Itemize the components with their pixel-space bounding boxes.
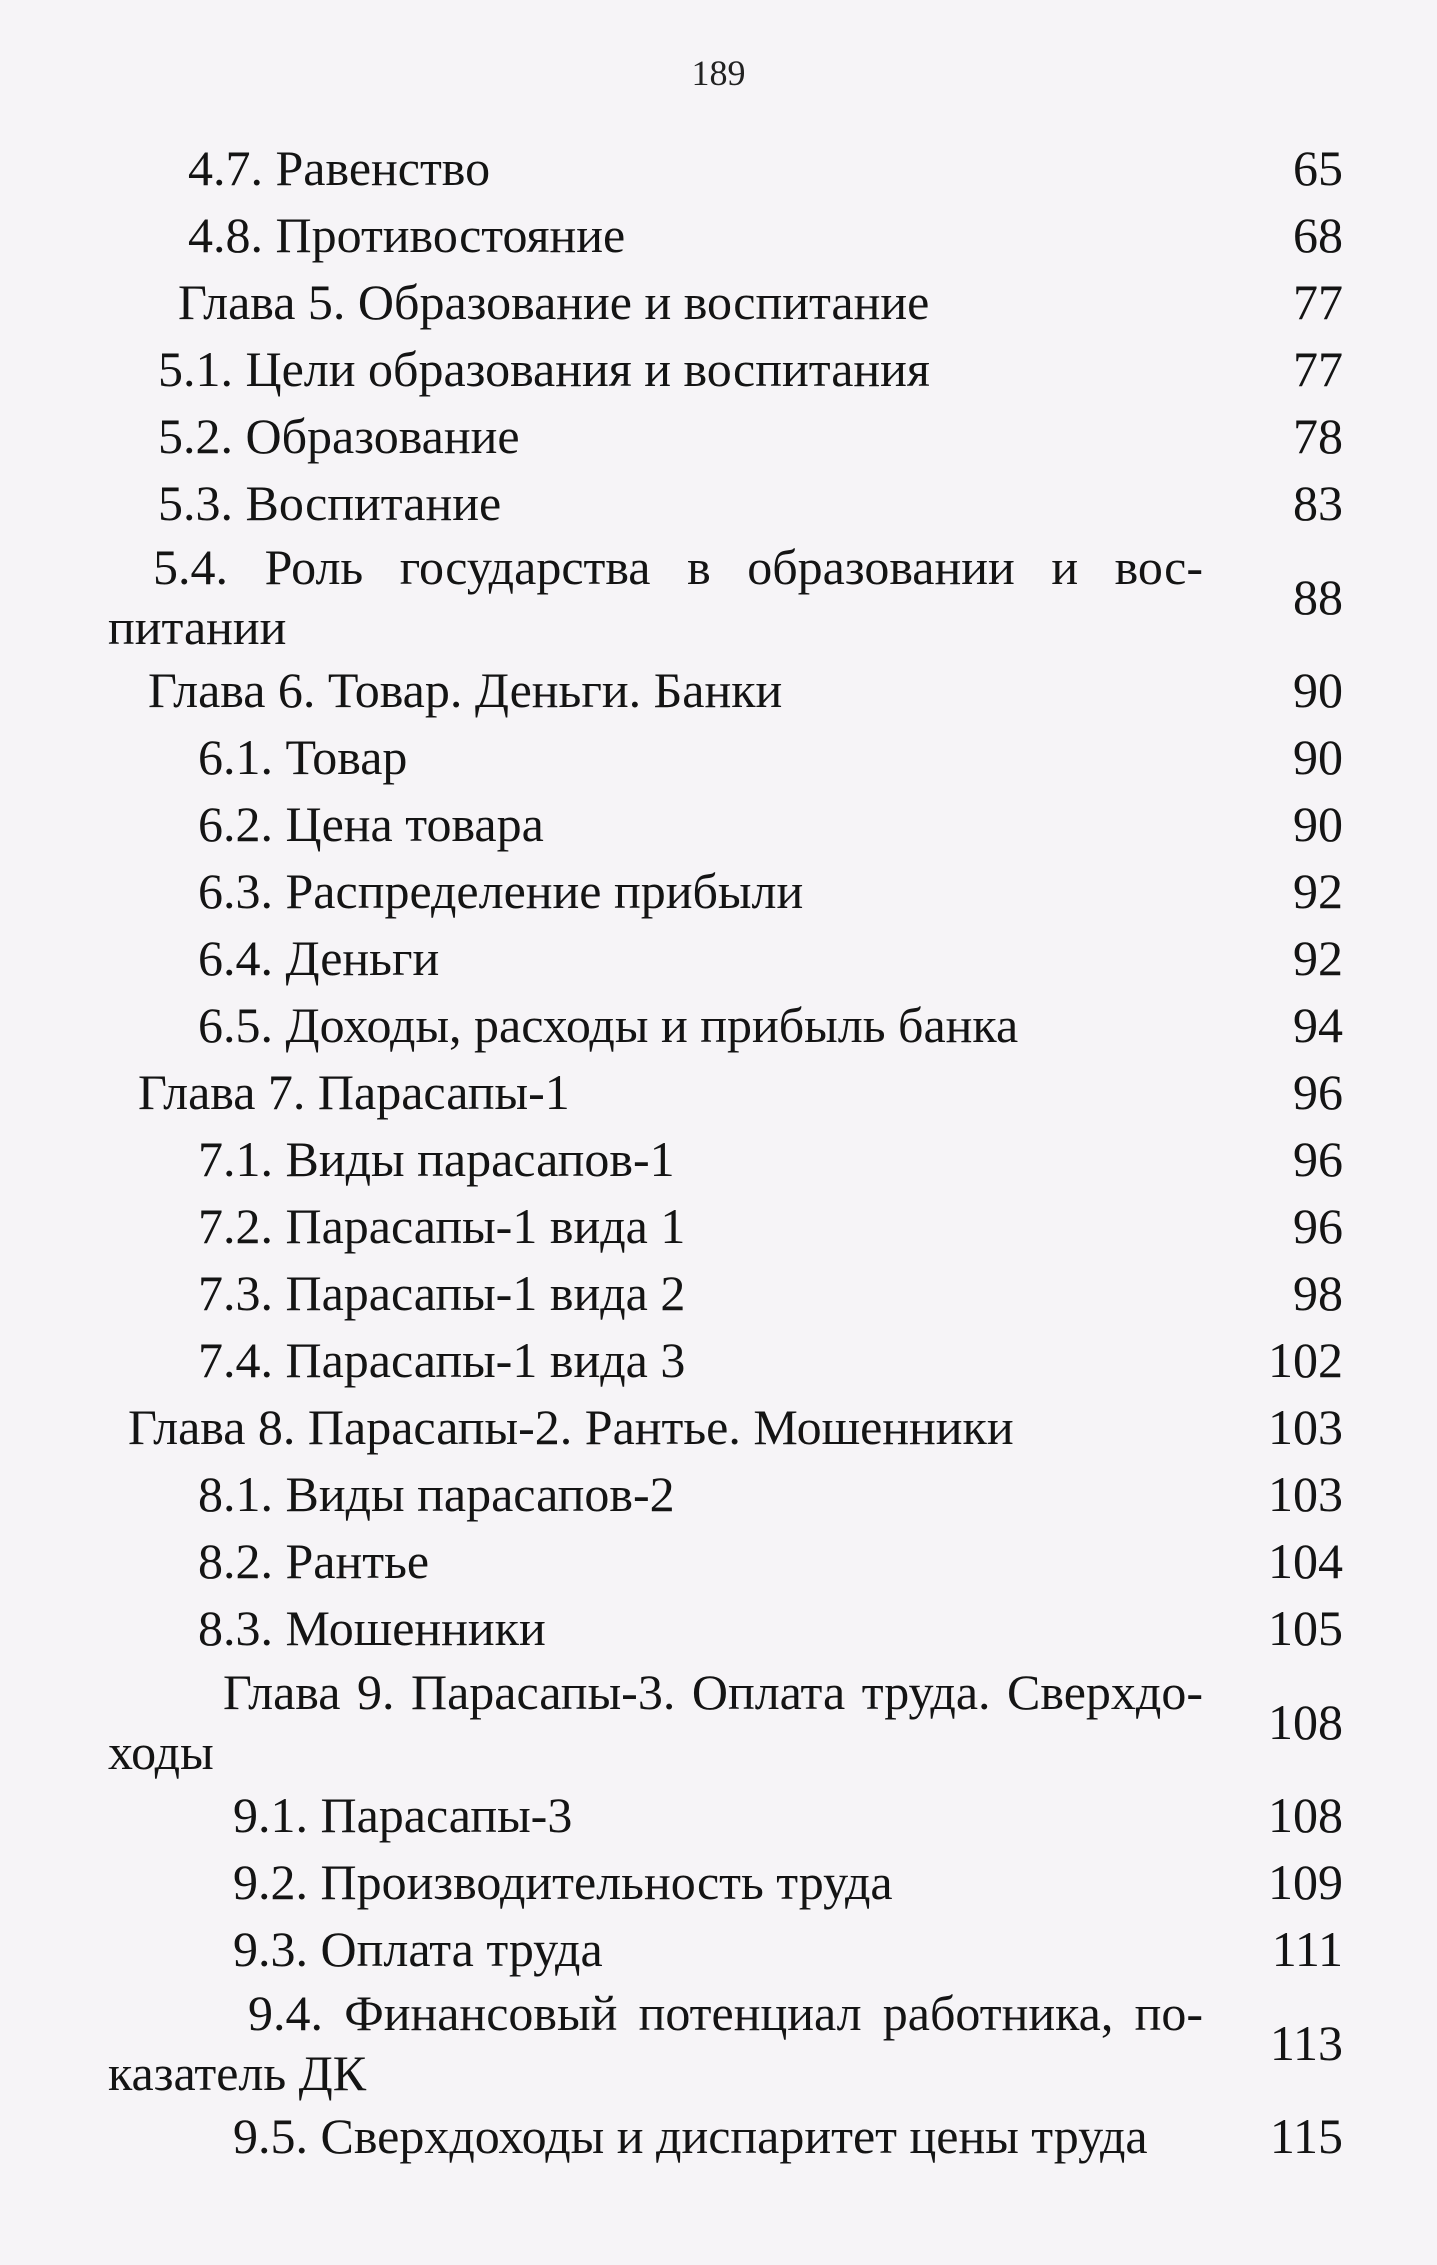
toc-entry-page: 77 <box>1293 274 1343 330</box>
toc-entry-page: 90 <box>1293 729 1343 785</box>
toc-entry-page: 92 <box>1293 863 1343 919</box>
toc-entry <box>108 537 1343 657</box>
toc-entry-page: 92 <box>1293 930 1343 986</box>
toc-entry-page: 104 <box>1268 1533 1343 1589</box>
toc-entry-page: 113 <box>1269 2015 1343 2071</box>
toc-entry-page: 96 <box>1293 1198 1343 1254</box>
toc-entry-title: Глава 9. Парасапы-3. Оплата труда. Сверхдо-ходы <box>108 1664 1203 1780</box>
toc-entry-page: 115 <box>1269 2108 1343 2164</box>
toc-entry-page: 90 <box>1293 662 1343 718</box>
toc-entry-title: 9.2. Производительность труда <box>233 1854 893 1910</box>
toc-entry <box>108 135 1343 202</box>
toc-entry <box>108 1059 1343 1126</box>
page-number: 189 <box>691 53 746 93</box>
table-of-contents <box>108 135 1343 2170</box>
toc-entry <box>108 1849 1343 1916</box>
toc-entry-title: 7.1. Виды парасапов-1 <box>198 1131 675 1187</box>
toc-entry-page: 77 <box>1293 341 1343 397</box>
toc-entry-page: 103 <box>1268 1466 1343 1522</box>
toc-entry <box>108 202 1343 269</box>
toc-entry-page: 88 <box>1293 569 1343 625</box>
toc-entry-title: Глава 7. Парасапы-1 <box>138 1064 570 1120</box>
toc-entry-page: 94 <box>1293 997 1343 1053</box>
toc-entry-title: 6.2. Цена товара <box>198 796 544 852</box>
toc-entry-page: 96 <box>1293 1064 1343 1120</box>
toc-entry <box>108 2103 1343 2170</box>
toc-entry-page: 108 <box>1268 1787 1343 1843</box>
toc-entry-title: 5.1. Цели образования и воспитания <box>158 341 930 397</box>
toc-entry <box>108 791 1343 858</box>
toc-entry-page: 109 <box>1268 1854 1343 1910</box>
toc-entry-page: 96 <box>1293 1131 1343 1187</box>
toc-entry-title: 4.7. Равенство <box>188 140 491 196</box>
toc-entry-title: 5.3. Воспитание <box>158 475 502 531</box>
toc-entry-title: 7.4. Парасапы-1 вида 3 <box>198 1332 686 1388</box>
toc-entry <box>108 858 1343 925</box>
toc-entry-title: 5.4. Роль государства в образовании и вос-питании <box>108 539 1203 655</box>
toc-entry <box>108 1461 1343 1528</box>
toc-entry <box>108 1916 1343 1983</box>
toc-entry <box>108 1983 1343 2103</box>
toc-entry <box>108 992 1343 1059</box>
toc-entry-title: 9.4. Финансовый потенциал работника, по-казатель ДК <box>108 1985 1203 2101</box>
toc-entry <box>108 1260 1343 1327</box>
toc-entry-page: 65 <box>1293 140 1343 196</box>
toc-entry-title: 8.1. Виды парасапов-2 <box>198 1466 675 1522</box>
toc-entry <box>108 470 1343 537</box>
toc-entry <box>108 724 1343 791</box>
toc-entry-page: 111 <box>1271 1921 1343 1977</box>
toc-entry-title: 6.5. Доходы, расходы и прибыль банка <box>198 997 1019 1053</box>
toc-entry-page: 90 <box>1293 796 1343 852</box>
toc-entry-title: 6.4. Деньги <box>198 930 440 986</box>
toc-entry <box>108 403 1343 470</box>
toc-entry-page: 102 <box>1268 1332 1343 1388</box>
toc-entry-title: 9.1. Парасапы-3 <box>233 1787 573 1843</box>
toc-entry <box>108 1595 1343 1662</box>
toc-entry <box>108 336 1343 403</box>
toc-entry <box>108 1126 1343 1193</box>
toc-entry-title: 8.2. Рантье <box>198 1533 430 1589</box>
toc-entry-title: 9.3. Оплата труда <box>233 1921 603 1977</box>
toc-entry-page: 83 <box>1293 475 1343 531</box>
toc-entry <box>108 1394 1343 1461</box>
toc-entry <box>108 1528 1343 1595</box>
toc-entry-title: 6.3. Распределение прибыли <box>198 863 804 919</box>
toc-entry-title: Глава 6. Товар. Деньги. Банки <box>148 662 783 718</box>
toc-entry-title: 5.2. Образование <box>158 408 520 464</box>
toc-entry-title: 8.3. Мошенники <box>198 1600 546 1656</box>
toc-entry-title: 6.1. Товар <box>198 729 408 785</box>
toc-entry-title: Глава 8. Парасапы-2. Рантье. Мошенники <box>128 1399 1014 1455</box>
toc-entry-title: Глава 5. Образование и воспитание <box>178 274 930 330</box>
toc-entry-page: 78 <box>1293 408 1343 464</box>
toc-entry-title: 9.5. Сверхдоходы и диспаритет цены труда <box>233 2108 1148 2164</box>
toc-entry <box>108 1327 1343 1394</box>
toc-entry-title: 7.3. Парасапы-1 вида 2 <box>198 1265 686 1321</box>
toc-entry <box>108 1782 1343 1849</box>
toc-entry-title: 7.2. Парасапы-1 вида 1 <box>198 1198 686 1254</box>
toc-entry-page: 103 <box>1268 1399 1343 1455</box>
toc-entry <box>108 1662 1343 1782</box>
toc-entry-title: 4.8. Противостояние <box>188 207 626 263</box>
toc-entry <box>108 269 1343 336</box>
toc-entry-page: 98 <box>1293 1265 1343 1321</box>
toc-entry <box>108 925 1343 992</box>
toc-entry <box>108 1193 1343 1260</box>
toc-entry-page: 105 <box>1268 1600 1343 1656</box>
toc-entry-page: 68 <box>1293 207 1343 263</box>
toc-entry-page: 108 <box>1268 1694 1343 1750</box>
toc-entry <box>108 657 1343 724</box>
